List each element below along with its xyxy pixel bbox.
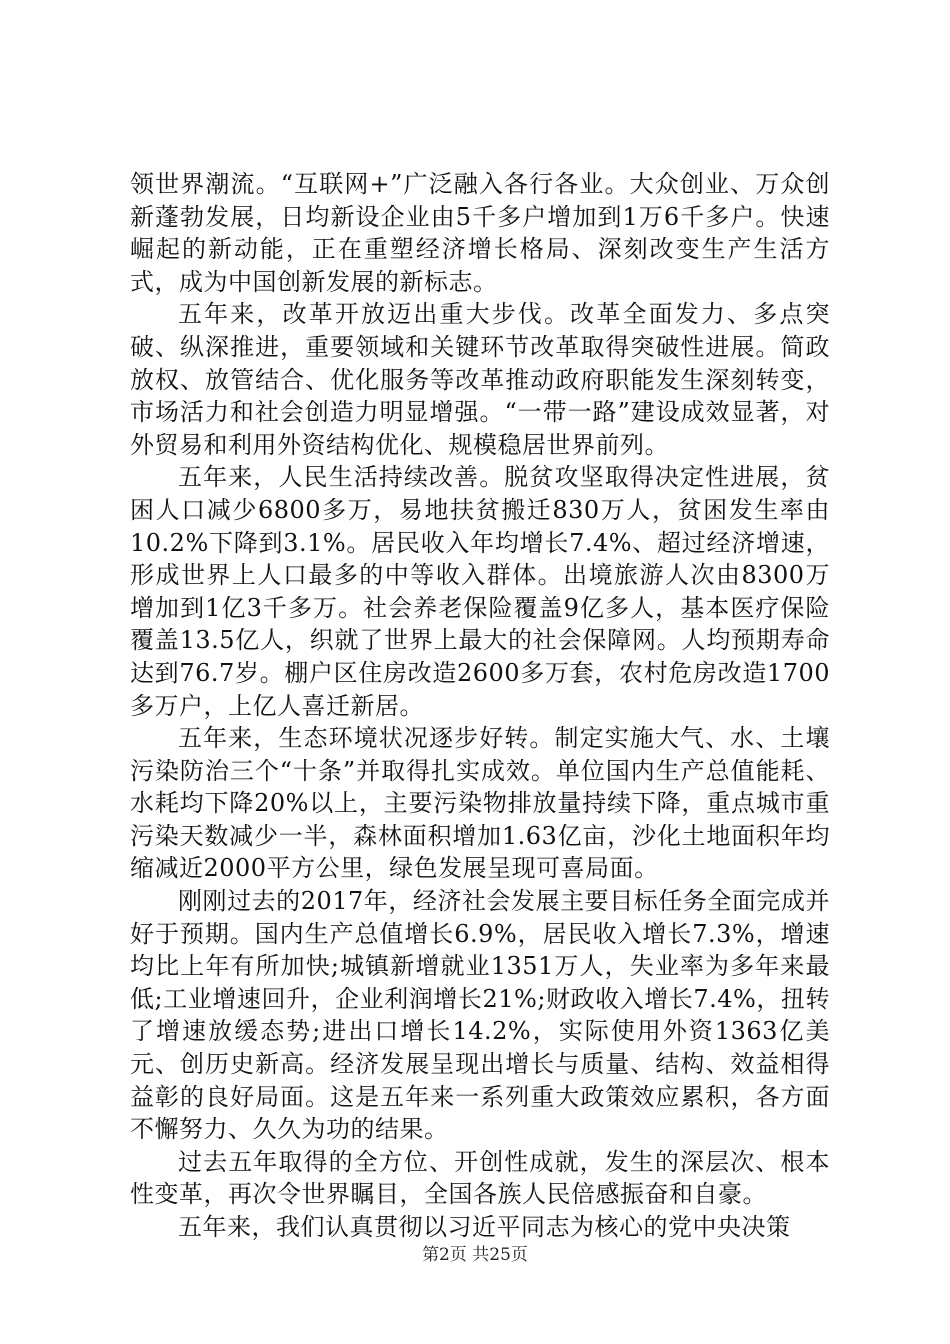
- paragraph-4: 五年来，生态环境状况逐步好转。制定实施大气、水、土壤污染防治三个“十条”并取得扎实成效。单位国内生产总值能耗、水耗均下降20%以上，主要污染物排放量持续下降，重点城市重污染天数减少一半，森林面积增加1.63亿亩，沙化土地面积年均缩减近2000平方公里，绿色发展呈现可喜局面。: [130, 724, 830, 883]
- paragraph-6: 过去五年取得的全方位、开创性成就，发生的深层次、根本性变革，再次令世界瞩目，全国各族人民倍感振奋和自豪。: [130, 1147, 830, 1209]
- paragraph-7: 五年来，我们认真贯彻以习近平同志为核心的党中央决策: [178, 1213, 791, 1241]
- paragraph-2: 五年来，改革开放迈出重大步伐。改革全面发力、多点突破、纵深推进，重要领域和关键环节改革取得突破性进展。简政放权、放管结合、优化服务等改革推动政府职能发生深刻转变，市场活力和社会创造力明显增强。“一带一路”建设成效显著，对外贸易和利用外资结构优化、规模稳居世界前列。: [130, 300, 830, 459]
- paragraph-1: 领世界潮流。“互联网+”广泛融入各行各业。大众创业、万众创新蓬勃发展，日均新设企业由5千多户增加到1万6千多户。快速崛起的新动能，正在重塑经济增长格局、深刻改变生产生活方式，成为中国创新发展的新标志。: [130, 170, 830, 296]
- paragraph-3: 五年来，人民生活持续改善。脱贫攻坚取得决定性进展，贫困人口减少6800多万，易地扶贫搬迁830万人，贫困发生率由10.2%下降到3.1%。居民收入年均增长7.4%、超过经济增速，形成世界上人口最多的中等收入群体。出境旅游人次由8300万增加到1亿3千多万。社会养老保险覆盖9亿多人，基本医疗保险覆盖13.5亿人，织就了世界上最大的社会保障网。人均预期寿命达到76.7岁。棚户区住房改造2600多万套，农村危房改造1700多万户，上亿人喜迁新居。: [130, 463, 830, 720]
- document-body: [130, 168, 830, 1244]
- page-number-footer: 第2页 共25页: [422, 1245, 528, 1265]
- paragraph-5: 刚刚过去的2017年，经济社会发展主要目标任务全面完成并好于预期。国内生产总值增长6.9%，居民收入增长7.3%，增速均比上年有所加快;城镇新增就业1351万人，失业率为多年来最低;工业增速回升，企业利润增长21%;财政收入增长7.4%，扭转了增速放缓态势;进出口增长14.2%，实际使用外资1363亿美元、创历史新高。经济发展呈现出增长与质量、结构、效益相得益彰的良好局面。这是五年来一系列重大政策效应累积，各方面不懈努力、久久为功的结果。: [130, 887, 830, 1144]
